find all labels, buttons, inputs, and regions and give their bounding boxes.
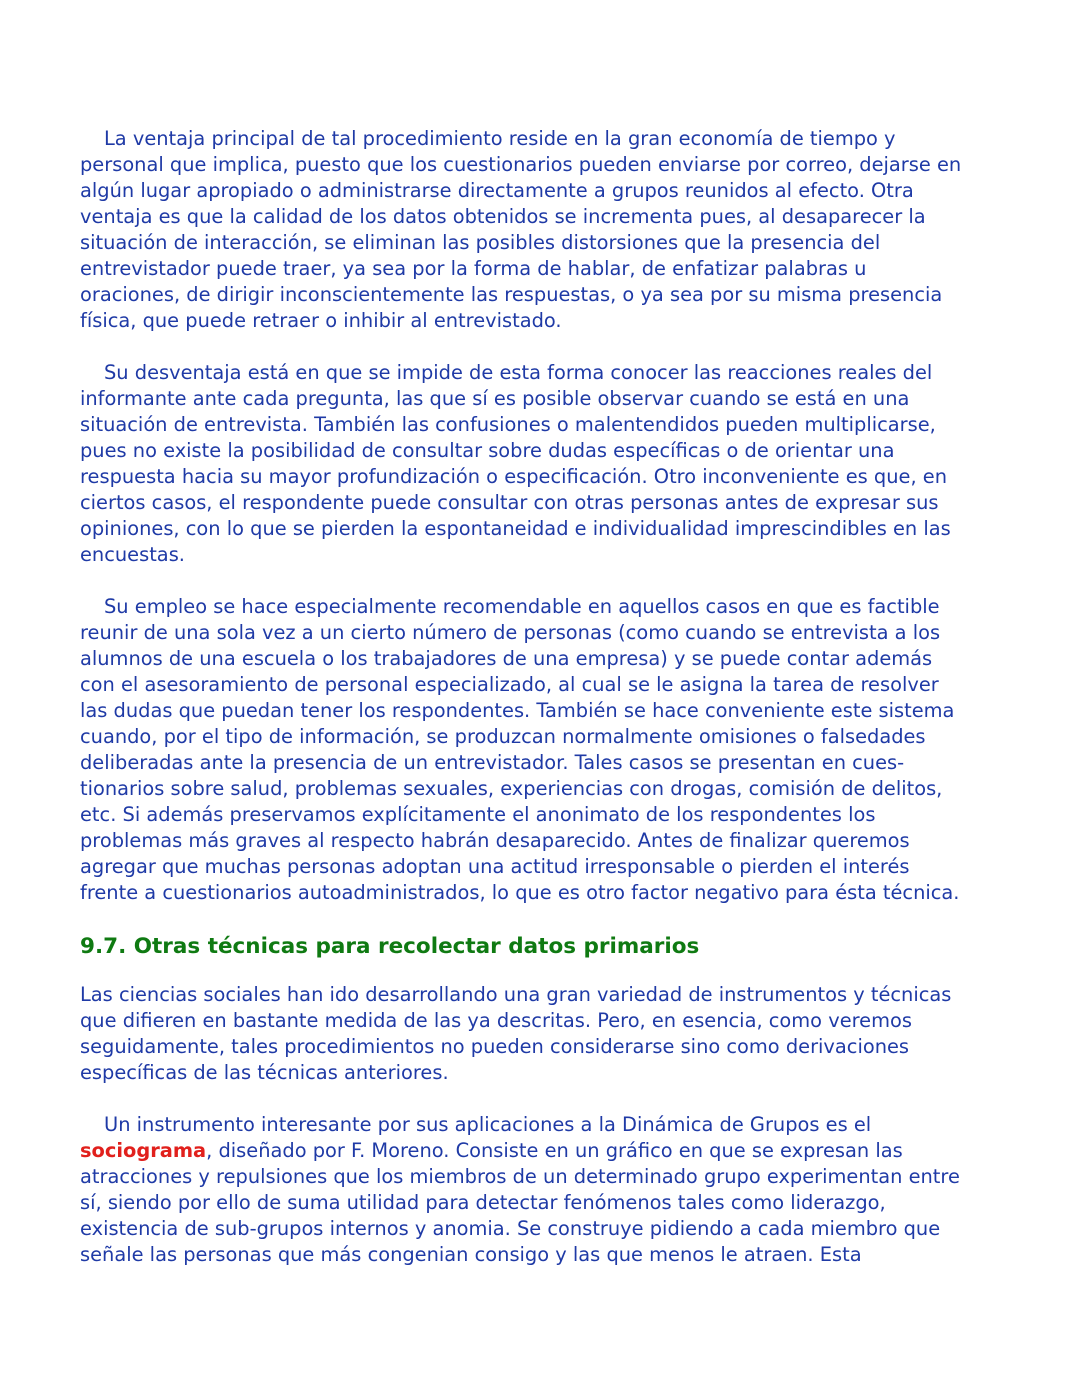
text-line: situación de interacción, se eliminan las posibles distorsiones que la presencia del [80,231,881,254]
text-line: sí, siendo por ello de suma utilidad para detectar fenómenos tales como liderazgo, [80,1191,886,1214]
paragraph-ciencias-sociales [80,982,1020,1086]
text-line: algún lugar apropiado o administrarse directamente a grupos reunidos al efecto. Otra [80,179,914,202]
text-line: informante ante cada pregunta, las que sí es posible observar cuando se está en una [80,387,910,410]
text-line: etc. Si además preservamos explícitamente el anonimato de los respondentes los [80,803,876,826]
text-line: pues no existe la posibilidad de consultar sobre dudas específicas o de orientar una [80,439,895,462]
text-line: atracciones y repulsiones que los miembros de un determinado grupo experimentan entre [80,1165,960,1188]
highlighted-term: sociograma [80,1139,207,1162]
document-page [80,126,1020,1268]
text-line: problemas más graves al respecto habrán desaparecido. Antes de finalizar queremos [80,829,910,852]
text-line: tionarios sobre salud, problemas sexuales, experiencias con drogas, comisión de delitos, [80,777,943,800]
text-line: cuando, por el tipo de información, se produzcan normalmente omisiones o falsedades [80,725,926,748]
text-line: ciertos casos, el respondente puede consultar con otras personas antes de expresar sus [80,491,939,514]
paragraph-sociograma [80,1112,1020,1268]
text-line: ventaja es que la calidad de los datos obtenidos se incrementa pues, al desaparecer la [80,205,926,228]
text-line: con el asesoramiento de personal especializado, al cual se le asigna la tarea de resolver [80,673,939,696]
text-line: reunir de una sola vez a un cierto número de personas (como cuando se entrevista a los [80,621,941,644]
text-line: existencia de sub-grupos internos y anomia. Se construye pidiendo a cada miembro que [80,1217,941,1240]
text-line: respuesta hacia su mayor profundización o especificación. Otro inconveniente es que, en [80,465,948,488]
text-line: personal que implica, puesto que los cuestionarios pueden enviarse por correo, dejarse en [80,153,962,176]
text-line: señale las personas que más congenian consigo y las que menos le atraen. Esta [80,1243,862,1266]
text-line: opiniones, con lo que se pierden la espontaneidad e individualidad imprescindibles en las [80,517,951,540]
text-line: Su desventaja está en que se impide de esta forma conocer las reacciones reales del [104,361,933,384]
text-line: Su empleo se hace especialmente recomendable en aquellos casos en que es factible [104,595,940,618]
text-line: frente a cuestionarios autoadministrados, lo que es otro factor negativo para ésta técnica. [80,881,960,904]
text-line: encuestas. [80,543,185,566]
section-heading: 9.7. Otras técnicas para recolectar datos primarios [80,934,700,959]
text-line: física, que puede retraer o inhibir al entrevistado. [80,309,562,332]
text-line: específicas de las técnicas anteriores. [80,1061,449,1084]
paragraph-desventaja [80,360,1020,568]
paragraph-empleo [80,594,1020,906]
text-line: Un instrumento interesante por sus aplicaciones a la Dinámica de Grupos es el [104,1113,872,1136]
text-line: La ventaja principal de tal procedimiento reside en la gran economía de tiempo y [104,127,896,150]
text-line: agregar que muchas personas adoptan una actitud irresponsable o pierden el interés [80,855,910,878]
text-line: entrevistador puede traer, ya sea por la forma de hablar, de enfatizar palabras u [80,257,867,280]
text-line: las dudas que puedan tener los respondentes. También se hace conveniente este sistema [80,699,955,722]
text-line: oraciones, de dirigir inconscientemente las respuestas, o ya sea por su misma presencia [80,283,943,306]
text-line: seguidamente, tales procedimientos no pueden considerarse sino como derivaciones [80,1035,910,1058]
text-line: , diseñado por F. Moreno. Consiste en un gráfico en que se expresan las [206,1139,903,1162]
text-line: Las ciencias sociales han ido desarrollando una gran variedad de instrumentos y técnicas [80,983,952,1006]
text-line: deliberadas ante la presencia de un entrevistador. Tales casos se presentan en cues- [80,751,905,774]
text-line: situación de entrevista. También las confusiones o malentendidos pueden multiplicarse, [80,413,936,436]
paragraph-ventaja [80,126,1020,334]
text-line: que difieren en bastante medida de las ya descritas. Pero, en esencia, como veremos [80,1009,912,1032]
text-line: alumnos de una escuela o los trabajadores de una empresa) y se puede contar además [80,647,933,670]
